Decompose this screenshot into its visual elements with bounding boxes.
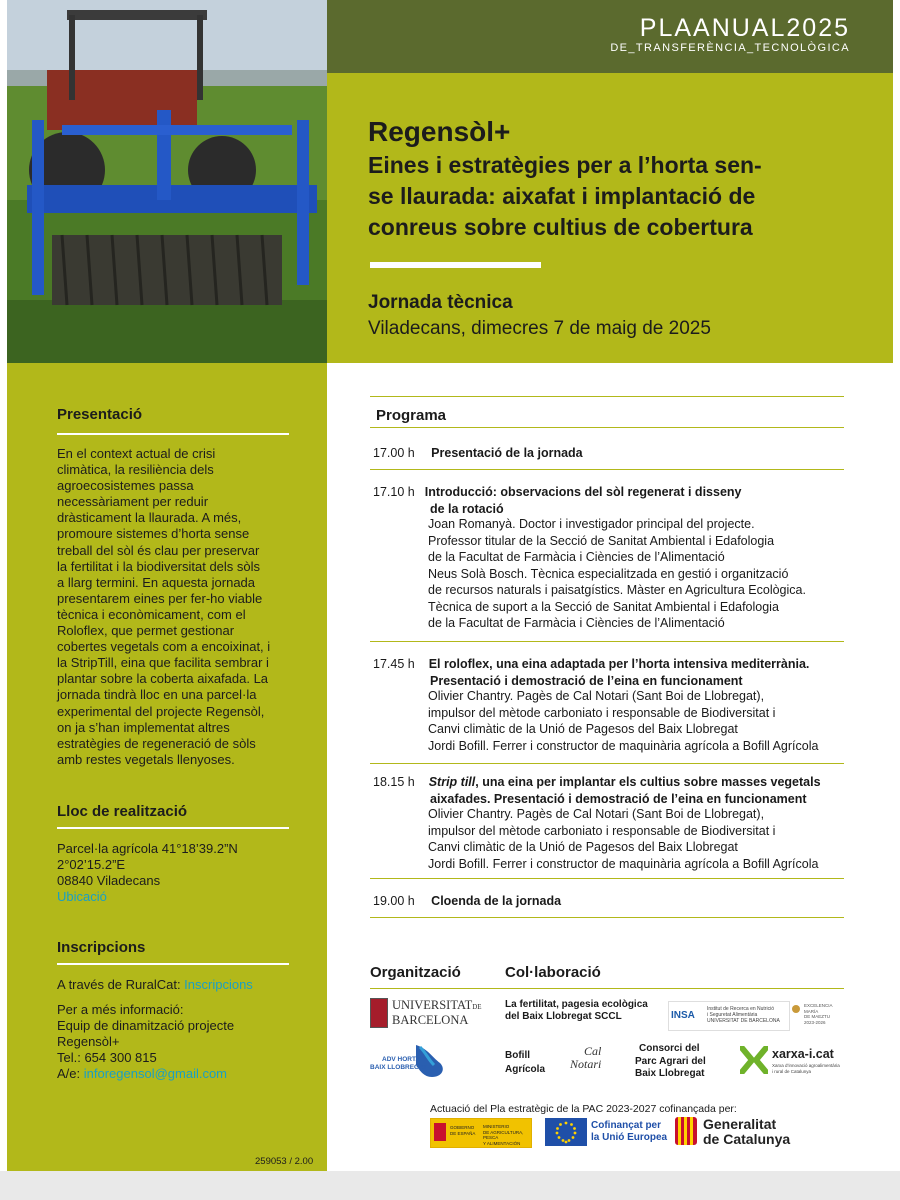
text-line: cobertes vegetals com a encoixinat, i	[57, 639, 271, 655]
program-title: El roloflex, una eina adaptada per l’horta intensiva mediterrània.	[428, 657, 810, 671]
program-time: 19.00 h	[373, 894, 415, 908]
bofill-line: Agrícola	[505, 1064, 546, 1075]
brand-title: PLAANUAL2025	[639, 14, 850, 42]
program-line: de la Facultat de Farmàcia i Ciències de l’Alimentació	[428, 616, 725, 630]
program-item	[373, 773, 853, 872]
text-line: presentarem eines per fer-ho viable	[57, 590, 263, 606]
program-item	[373, 655, 853, 754]
ministerio-text	[483, 1124, 531, 1146]
ub-line1: UNIVERSITAT	[392, 998, 473, 1012]
adv-logo-text	[370, 1056, 427, 1072]
program-title: Presentació i demostració de l’eina en funcionament	[430, 674, 743, 688]
maeztu-line: 2023-2026	[804, 1019, 826, 1025]
calnotari-logo	[570, 1045, 601, 1071]
generalitat-line: de Catalunya	[703, 1131, 791, 1147]
section-heading-presentacio: Presentació	[57, 406, 143, 423]
section-heading-lloc: Lloc de realització	[57, 803, 188, 820]
gobierno-line: GOBIERNO	[450, 1125, 475, 1130]
text-line: amb restes vegetals llenyoses.	[57, 751, 235, 767]
program-title: Cloenda de la jornada	[431, 894, 562, 908]
fertilitat-line: del Baix Llobregat SCCL	[505, 1011, 622, 1022]
program-line: Olivier Chantry. Pagès de Cal Notari (Sant Boi de Llobregat),	[428, 689, 765, 703]
event-type: Jornada tècnica	[368, 292, 513, 313]
text-line: Roloflex, que permet gestionar	[57, 623, 235, 639]
program-time: 17.00 h	[373, 446, 415, 460]
spain-shield-icon	[434, 1123, 446, 1141]
program-line: Joan Romanyà. Doctor i investigador principal del projecte.	[428, 517, 755, 531]
xarxa-sub	[772, 1063, 840, 1074]
fertilitat-text	[505, 999, 648, 1023]
section-heading-programa: Programa	[376, 407, 447, 424]
program-line: impulsor del mètode carboniato i responsable de Biodiversitat i	[428, 823, 776, 838]
text-line: plantar sobre la coberta aixafada. La	[57, 671, 269, 687]
ministerio-line: MINISTERIO	[483, 1124, 510, 1129]
program-title: Presentació de la jornada	[431, 446, 583, 460]
phone: Tel.: 654 300 815	[57, 1050, 157, 1066]
adv-line1: ADV HORTA	[382, 1056, 421, 1063]
ruralcat-text: A través de RuralCat:	[57, 977, 185, 992]
text-line: la fertilitat i la biodiversitat dels sòls	[57, 558, 261, 574]
subtitle-line: Eines i estratègies per a l’horta sen-	[368, 152, 762, 178]
consorci-text	[635, 1043, 706, 1081]
consorci-line: Baix Llobregat	[635, 1068, 705, 1079]
subtitle-line: se llaurada: aixafat i implantació de	[368, 183, 756, 209]
maeztu-line: MARÍA	[804, 1008, 819, 1014]
generalitat-text	[703, 1117, 790, 1147]
program-line: de recursos naturals i paisatgístics. Màster en Agricultura Ecològica.	[428, 583, 806, 597]
email-link[interactable]: inforegensol@gmail.com	[83, 1066, 228, 1082]
text-line: experimental del projecte Regensòl,	[57, 703, 265, 719]
program-line: Olivier Chantry. Pagès de Cal Notari (Sant Boi de Llobregat),	[428, 807, 765, 821]
maeztu-line: EXCELENCIA	[804, 1003, 833, 1008]
text-line: tècnica i econòmicament, com el	[57, 606, 246, 622]
event-place-date: Viladecans, dimecres 7 de maig de 2025	[368, 318, 711, 339]
gobierno-text	[450, 1125, 475, 1136]
section-heading-organitzacio: Organització	[370, 964, 461, 981]
text-line: En el context actual de crisi	[57, 446, 216, 461]
divider	[57, 963, 289, 965]
program-line: Professor titular de la Secció de Sanitat Ambiental i Edafologia	[428, 533, 775, 548]
ub-line2: BARCELONA	[392, 1013, 469, 1027]
program-line: Canvi climàtic de la Unió de Pagesos del Baix Llobregat	[428, 840, 738, 854]
address-line: 08840 Viladecans	[57, 873, 161, 889]
divider	[370, 641, 844, 642]
calnotari-line: Notari	[570, 1057, 602, 1071]
subtitle-line: conreus sobre cultius de cobertura	[368, 214, 753, 240]
pac-note: Actuació del Pla estratègic de la PAC 2023-2027 cofinançada per:	[430, 1103, 737, 1115]
program-title: de la rotació	[430, 502, 504, 516]
maeztu-seal-icon	[792, 1005, 800, 1013]
text-line: estratègies de regeneració de sòls	[57, 735, 256, 751]
eu-line: Cofinançat per	[591, 1120, 662, 1131]
maeztu-line: DE MAEZTU	[804, 1014, 831, 1019]
program-line: Canvi climàtic de la Unió de Pagesos del Baix Llobregat	[428, 722, 738, 736]
eu-line: la Unió Europea	[591, 1132, 668, 1143]
info-line: Per a més informació:	[57, 1002, 184, 1018]
program-time: 18.15 h	[373, 775, 415, 789]
program-line: Tècnica de suport a la Secció de Sanitat Ambiental i Edafologia	[428, 599, 779, 614]
ub-de: DE	[472, 1003, 482, 1011]
inscripcions-text	[57, 977, 307, 1083]
program-time: 17.10 h	[373, 485, 415, 499]
document-number: 259053 / 2.00	[255, 1156, 314, 1167]
insa-line: i Seguretat Alimentària	[707, 1012, 758, 1018]
brand-subtitle: DE_TRANSFERÈNCIA_TECNOLÒGICA	[610, 42, 850, 54]
program-line: de la Facultat de Farmàcia i Ciències de l’Alimentació	[428, 550, 725, 564]
eu-flag-icon	[545, 1118, 587, 1146]
program-title: aixafades. Presentació i demostració de l’eina en funcionament	[430, 792, 807, 806]
program-line: Jordi Bofill. Ferrer i constructor de maquinària agrícola a Bofill Agrícola	[428, 856, 819, 871]
page-title: Regensòl+	[368, 116, 511, 147]
generalitat-flag-icon	[675, 1117, 697, 1145]
header-photo-tractor	[7, 0, 327, 363]
maeztu-text	[804, 1003, 833, 1025]
divider	[57, 433, 289, 435]
presentacio-text	[57, 446, 307, 768]
divider	[370, 396, 844, 397]
program-title: Introducció: observacions del sòl regenerat i disseny	[424, 485, 742, 499]
bofill-text	[505, 1049, 545, 1077]
divider	[57, 827, 289, 829]
gobierno-line: DE ESPAÑA	[450, 1130, 476, 1136]
text-line: promoure sistemes d’horta sense	[57, 526, 250, 542]
address-line: Parcel·la agrícola 41°18’39.2”N	[57, 841, 238, 856]
adv-line2: BAIX LLOBREGAT	[370, 1064, 428, 1071]
address-line: 2°02’15.2”E	[57, 857, 126, 873]
program-line: Jordi Bofill. Ferrer i constructor de maquinària agrícola a Bofill Agrícola	[428, 738, 819, 753]
program-item	[373, 444, 583, 462]
text-line: jornada tindrà lloc en una parcel·la	[57, 687, 257, 703]
inscripcions-link[interactable]: Inscripcions	[184, 977, 253, 992]
info-line: Regensòl+	[57, 1034, 120, 1050]
consorci-line: Consorci del	[639, 1043, 700, 1054]
text-line: a llarg termini. En aquesta jornada	[57, 574, 256, 590]
text-line: agroecosistemes passa	[57, 478, 194, 494]
location-link[interactable]: Ubicació	[57, 889, 107, 905]
eu-text	[591, 1120, 667, 1144]
email-label: A/e:	[57, 1066, 84, 1082]
section-heading-inscripcions: Inscripcions	[57, 939, 146, 956]
program-title: , una eina per implantar els cultius sobre masses vegetals	[475, 775, 821, 789]
xarxa-sub-line: Xarxa d’innovació agroalimentària	[772, 1063, 840, 1068]
text-line: necessàriament per reduir	[57, 494, 209, 510]
divider	[370, 878, 844, 879]
calnotari-line: Cal	[584, 1044, 602, 1058]
text-line: la StripTill, eina que facilita sembrar i	[57, 655, 269, 671]
program-item	[373, 892, 561, 910]
gobierno-logo	[430, 1118, 532, 1148]
divider	[370, 469, 844, 470]
text-line: climàtica, la resiliència dels	[57, 462, 214, 478]
insa-line: UNIVERSITAT DE BARCELONA	[707, 1018, 780, 1024]
program-item	[373, 483, 853, 632]
insa-text	[707, 1006, 780, 1024]
ministerio-line: Y ALIMENTACIÓN	[483, 1140, 521, 1146]
divider	[370, 917, 844, 918]
text-line: on ja s’han implementat altres	[57, 719, 230, 735]
insa-logo	[668, 1001, 790, 1031]
fertilitat-line: La fertilitat, pagesia ecològica	[505, 999, 648, 1010]
insa-line: Institut de Recerca en Nutrició	[707, 1006, 774, 1012]
maeztu-logo	[790, 1001, 844, 1029]
bofill-line: Bofill	[505, 1050, 530, 1061]
xarxa-x-icon	[740, 1046, 768, 1074]
title-underline	[370, 262, 541, 268]
page-subtitle	[368, 150, 858, 243]
divider	[370, 763, 844, 764]
program-line: Neus Solà Bosch. Tècnica especialitzada en gestió i organització	[428, 566, 789, 581]
info-line: Equip de dinamització projecte	[57, 1018, 235, 1034]
xarxa-label: xarxa-i.cat	[772, 1047, 834, 1061]
insa-label: INSA	[671, 1010, 695, 1021]
ub-shield-icon	[370, 998, 388, 1028]
section-heading-collaboracio: Col·laboració	[505, 964, 601, 981]
text-line: dràsticament la llaurada. A més,	[57, 510, 242, 526]
ub-logo-text	[392, 998, 482, 1028]
program-time: 17.45 h	[373, 657, 415, 671]
program-title-italic: Strip till	[428, 775, 476, 789]
ministerio-line: DE AGRICULTURA, PESCA	[483, 1129, 524, 1140]
page-bottom-margin	[0, 1171, 900, 1200]
lloc-text	[57, 841, 307, 905]
divider	[370, 988, 844, 989]
generalitat-line: Generalitat	[703, 1116, 777, 1132]
program-line: impulsor del mètode carboniato i responsable de Biodiversitat i	[428, 705, 776, 720]
divider	[370, 427, 844, 428]
text-line: treball del sòl és clau per preservar	[57, 542, 260, 558]
consorci-line: Parc Agrari del	[635, 1055, 706, 1067]
xarxa-sub-line: i rural de Catalunya	[772, 1068, 812, 1074]
